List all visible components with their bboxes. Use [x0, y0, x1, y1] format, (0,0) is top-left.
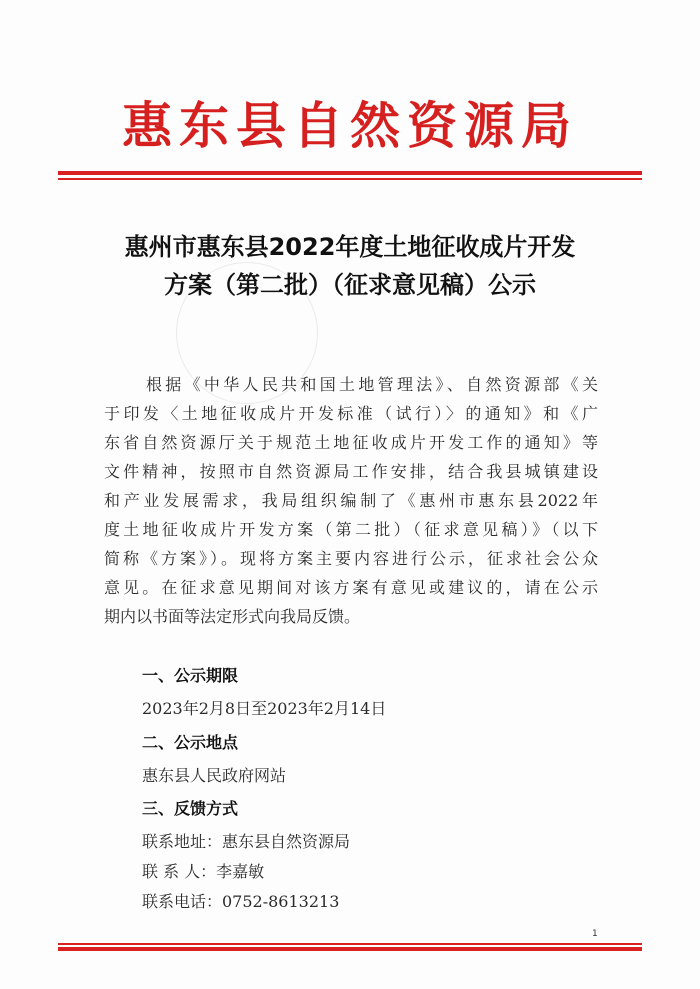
footer-rule-thick — [58, 947, 642, 951]
header-rule-thick — [58, 171, 642, 175]
contact-address: 联系地址：惠东县自然资源局 — [142, 832, 351, 851]
header-rule-thin — [58, 178, 642, 180]
location-text: 惠东县人民政府网站 — [142, 766, 287, 785]
paragraph-line: 于印发〈土地征收成片开发标准（试行）〉的通知》和《广 — [104, 404, 598, 423]
period-text: 2023年2月8日至2023年2月14日 — [142, 699, 387, 718]
paragraph-line: 根据《中华人民共和国土地管理法》、自然资源部《关 — [146, 375, 598, 394]
document-title-line-2: 方案（第二批）（征求意见稿）公示 — [164, 271, 536, 299]
paragraph-line: 期内以书面等法定形式向我局反馈。 — [104, 607, 361, 626]
document-title-line-1: 惠州市惠东县2022年度土地征收成片开发 — [124, 233, 576, 261]
paragraph-line: 意见。在征求意见期间对该方案有意见或建议的，请在公示 — [104, 578, 598, 597]
paragraph-line: 度土地征收成片开发方案（第二批）（征求意见稿）》（以下 — [104, 520, 598, 539]
contact-person: 联 系 人：李嘉敏 — [142, 862, 265, 881]
body-paragraph — [104, 370, 598, 631]
page-number: 1 — [592, 929, 598, 939]
paragraph-line: 和产业发展需求，我局组织编制了《惠州市惠东县2022年 — [104, 491, 598, 510]
section-heading-period: 一、公示期限 — [142, 666, 239, 685]
section-heading-location: 二、公示地点 — [142, 733, 239, 752]
contact-phone: 联系电话：0752-8613213 — [142, 892, 340, 911]
paragraph-line: 简称《方案》）。现将方案主要内容进行公示，征求社会公众 — [104, 549, 598, 568]
section-heading-feedback: 三、反馈方式 — [142, 799, 239, 818]
paragraph-line: 东省自然资源厅关于规范土地征收成片开发工作的通知》等 — [104, 433, 598, 452]
footer-rule-thin — [58, 943, 642, 945]
paragraph-line: 文件精神，按照市自然资源局工作安排，结合我县城镇建设 — [104, 462, 598, 481]
organization-header: 惠东县自然资源局 — [122, 96, 578, 155]
